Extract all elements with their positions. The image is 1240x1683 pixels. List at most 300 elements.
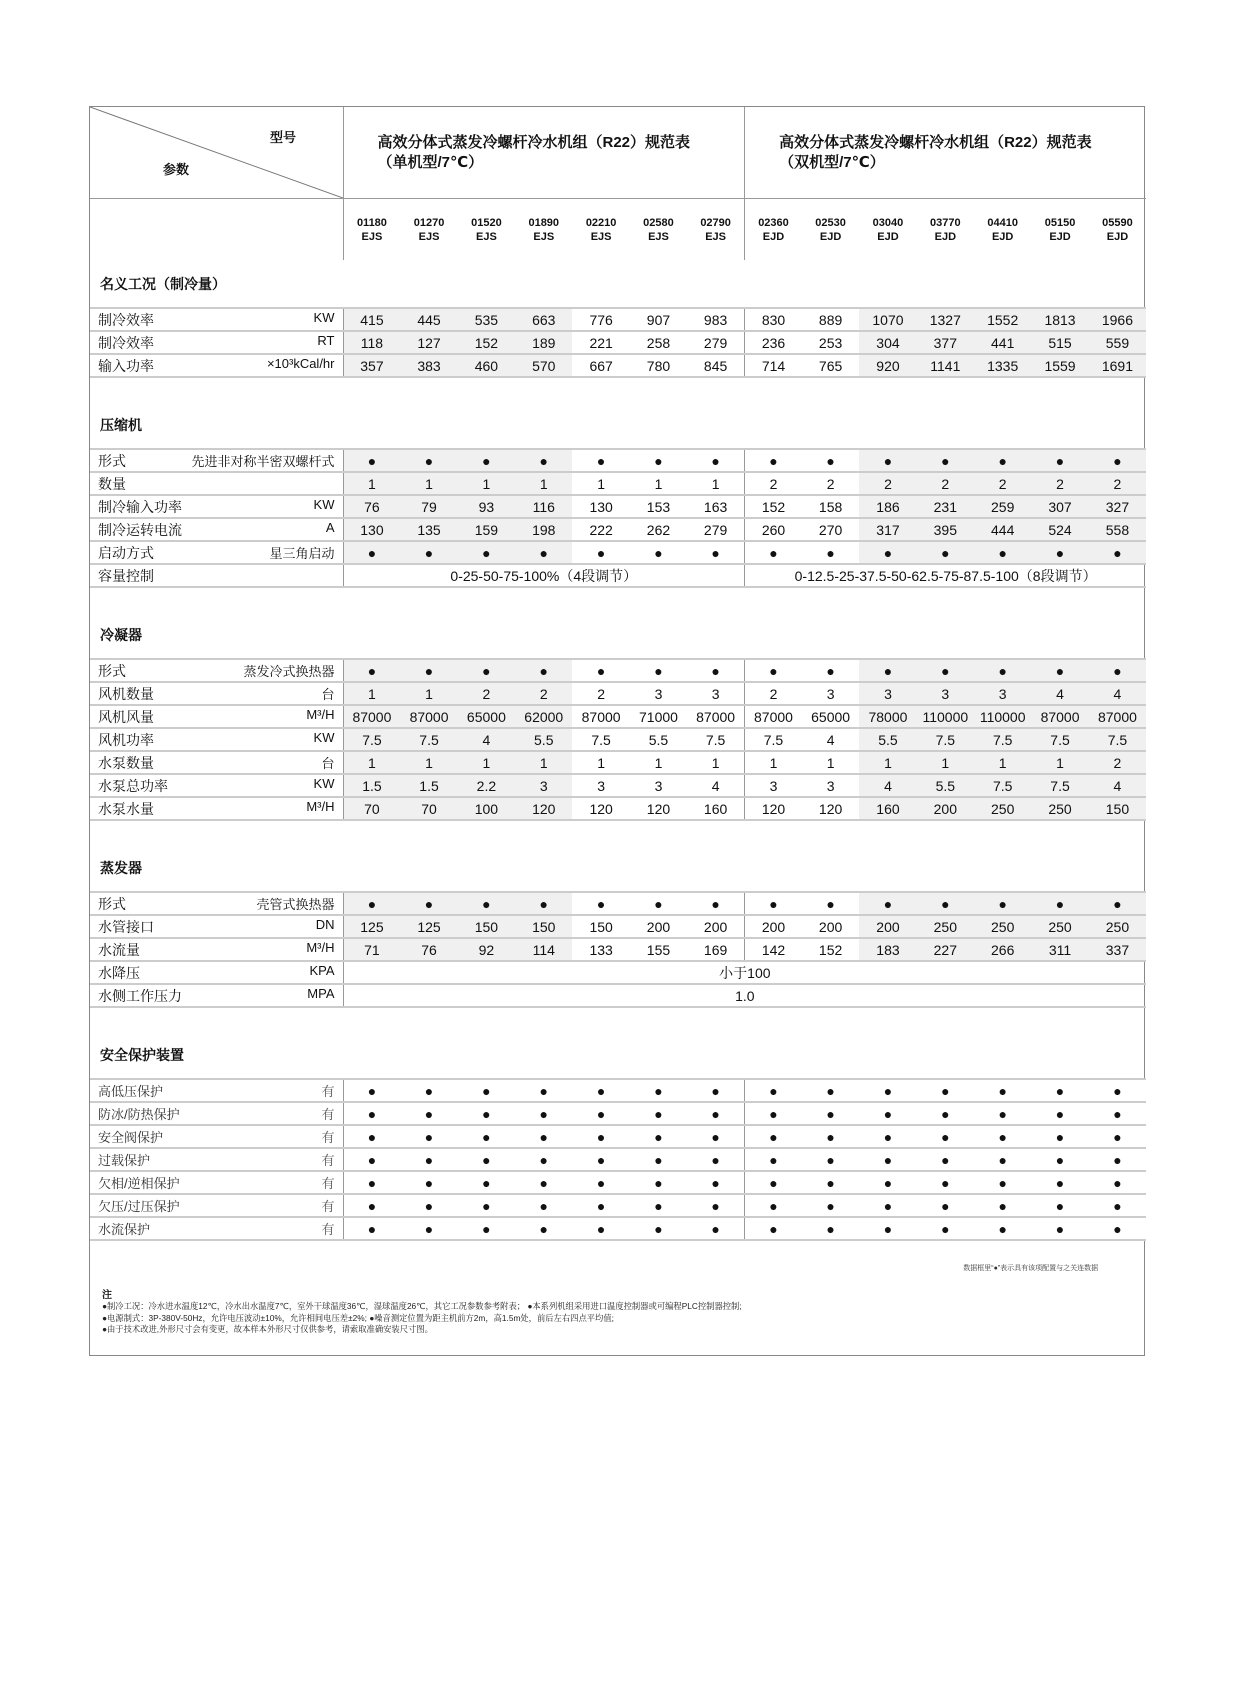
value-cell: 889 <box>802 308 859 331</box>
dot-mark: ● <box>400 1102 457 1125</box>
value-cell: 1 <box>572 472 629 495</box>
value-cell: 160 <box>687 797 744 820</box>
model-cell <box>974 199 1031 261</box>
value-cell: 1 <box>687 751 744 774</box>
row-unit: DN <box>315 916 335 932</box>
value-cell: 159 <box>458 518 515 541</box>
row-label-cell <box>90 1217 343 1240</box>
value-cell: 830 <box>745 308 802 331</box>
dot-mark: ● <box>343 1171 400 1194</box>
value-cell: 2.2 <box>458 774 515 797</box>
value-cell: 765 <box>802 354 859 377</box>
dot-mark: ● <box>515 1171 572 1194</box>
value-cell: 383 <box>400 354 457 377</box>
value-cell: 304 <box>859 331 916 354</box>
model-cell <box>687 199 744 261</box>
dot-mark: ● <box>515 1194 572 1217</box>
value-cell: 221 <box>572 331 629 354</box>
table-row <box>90 1102 1146 1125</box>
group2-title <box>745 107 1147 199</box>
dot-mark: ● <box>917 1148 974 1171</box>
row-label-cell <box>90 1194 343 1217</box>
section-title: 名义工况（制冷量） <box>90 260 1146 308</box>
row-label-cell <box>90 518 343 541</box>
span-value-cell: 0-25-50-75-100%（4段调节） <box>343 564 745 587</box>
value-cell: 150 <box>572 915 629 938</box>
dot-mark: ● <box>1031 659 1088 682</box>
dot-mark: ● <box>1089 1194 1146 1217</box>
dot-mark: ● <box>917 1079 974 1102</box>
value-cell: 130 <box>572 495 629 518</box>
value-cell: 200 <box>745 915 802 938</box>
span-value-cell: 小于100 <box>343 961 1146 984</box>
dot-mark: ● <box>802 892 859 915</box>
row-label-cell <box>90 984 343 1007</box>
row-label-cell <box>90 449 343 472</box>
value-cell: 2 <box>1089 751 1146 774</box>
model-code: 03040 <box>872 216 904 229</box>
value-cell: 279 <box>687 518 744 541</box>
dot-mark: ● <box>343 659 400 682</box>
value-cell: 907 <box>630 308 687 331</box>
dot-mark: ● <box>400 1125 457 1148</box>
value-cell: 1 <box>745 751 802 774</box>
row-name: 高低压保护 <box>98 1084 164 1099</box>
dot-mark: ● <box>1089 1171 1146 1194</box>
value-cell: 266 <box>974 938 1031 961</box>
row-name: 水泵水量 <box>98 800 154 817</box>
dot-mark: ● <box>745 659 802 682</box>
dot-mark: ● <box>745 1125 802 1148</box>
section-title: 蒸发器 <box>90 844 1146 892</box>
value-cell: 1 <box>917 751 974 774</box>
model-code: 05590 <box>1102 216 1133 229</box>
row-label-cell <box>90 1148 343 1171</box>
value-cell: 1552 <box>974 308 1031 331</box>
dot-mark: ● <box>917 659 974 682</box>
dot-mark: ● <box>917 1171 974 1194</box>
row-label-cell <box>90 751 343 774</box>
dot-mark: ● <box>400 1171 457 1194</box>
row-name: 水泵数量 <box>98 754 154 771</box>
model-cell <box>1031 199 1088 261</box>
row-unit: 有 <box>321 1222 335 1237</box>
value-cell: 3 <box>572 774 629 797</box>
row-name: 启动方式 <box>98 544 154 561</box>
value-cell: 114 <box>515 938 572 961</box>
dot-mark: ● <box>1031 1148 1088 1171</box>
table-row <box>90 751 1146 774</box>
dot-mark: ● <box>859 1217 916 1240</box>
row-unit: KW <box>313 775 335 791</box>
corner-cell <box>90 107 343 199</box>
model-cell <box>400 199 457 261</box>
value-cell: 4 <box>1031 682 1088 705</box>
value-cell: 76 <box>400 938 457 961</box>
value-cell: 120 <box>745 797 802 820</box>
value-cell: 1966 <box>1089 308 1146 331</box>
row-name: 风机风量 <box>98 708 154 725</box>
value-cell: 327 <box>1089 495 1146 518</box>
row-unit: 星三角启动 <box>269 545 335 561</box>
value-cell: 3 <box>917 682 974 705</box>
dot-mark: ● <box>572 1125 629 1148</box>
section-title: 安全保护装置 <box>90 1031 1146 1079</box>
dot-mark: ● <box>458 1194 515 1217</box>
dot-mark: ● <box>1031 1125 1088 1148</box>
value-cell: 4 <box>802 728 859 751</box>
value-cell: 1 <box>802 751 859 774</box>
dot-mark: ● <box>1089 892 1146 915</box>
dot-mark: ● <box>974 659 1031 682</box>
row-label-cell <box>90 541 343 564</box>
table-row <box>90 449 1146 472</box>
dot-mark: ● <box>687 1171 744 1194</box>
spacer-cell <box>90 377 1146 401</box>
dot-mark: ● <box>630 1102 687 1125</box>
value-cell: 1 <box>687 472 744 495</box>
notes-cell <box>90 1240 1146 1355</box>
dot-mark: ● <box>630 1217 687 1240</box>
table-row <box>90 518 1146 541</box>
value-cell: 186 <box>859 495 916 518</box>
spacer-cell <box>90 587 1146 611</box>
dot-mark: ● <box>974 1125 1031 1148</box>
table-row <box>90 682 1146 705</box>
row-unit: 台 <box>321 686 335 702</box>
value-cell: 7.5 <box>687 728 744 751</box>
dot-mark: ● <box>859 1102 916 1125</box>
dot-mark: ● <box>859 541 916 564</box>
model-cell <box>630 199 687 261</box>
value-cell: 4 <box>859 774 916 797</box>
value-cell: 3 <box>974 682 1031 705</box>
model-cell <box>343 199 400 261</box>
dot-mark: ● <box>515 1217 572 1240</box>
dot-mark: ● <box>745 892 802 915</box>
value-cell: 250 <box>974 797 1031 820</box>
dot-mark: ● <box>859 1125 916 1148</box>
model-suffix: EJS <box>361 230 383 243</box>
value-cell: 71000 <box>630 705 687 728</box>
model-suffix: EJS <box>648 230 669 243</box>
section-spacer <box>90 377 1146 401</box>
value-cell: 3 <box>687 682 744 705</box>
value-cell: 155 <box>630 938 687 961</box>
value-cell: 236 <box>745 331 802 354</box>
dot-mark: ● <box>458 1148 515 1171</box>
value-cell: 78000 <box>859 705 916 728</box>
model-row-label-cell <box>90 199 343 261</box>
dot-mark: ● <box>458 449 515 472</box>
dot-mark: ● <box>400 892 457 915</box>
value-cell: 7.5 <box>572 728 629 751</box>
value-cell: 7.5 <box>1089 728 1146 751</box>
notes-title: 注 <box>102 1290 112 1301</box>
model-code: 02530 <box>815 216 846 229</box>
value-cell: 7.5 <box>400 728 457 751</box>
value-cell: 110000 <box>917 705 974 728</box>
section-spacer <box>90 587 1146 611</box>
group1-title-text: 高效分体式蒸发冷螺杆冷水机组（R22）规范表 <box>377 133 691 151</box>
value-cell: 445 <box>400 308 457 331</box>
table-row <box>90 938 1146 961</box>
dot-mark: ● <box>687 1217 744 1240</box>
model-label: 型号 <box>270 130 297 145</box>
dot-mark: ● <box>687 1079 744 1102</box>
value-cell: 1 <box>515 472 572 495</box>
dot-mark: ● <box>687 449 744 472</box>
value-cell: 87000 <box>343 705 400 728</box>
dot-mark: ● <box>687 1148 744 1171</box>
table-row <box>90 331 1146 354</box>
row-name: 制冷效率 <box>98 311 154 328</box>
value-cell: 377 <box>917 331 974 354</box>
value-cell: 395 <box>917 518 974 541</box>
value-cell: 1.5 <box>400 774 457 797</box>
dot-mark: ● <box>630 892 687 915</box>
row-label-cell <box>90 797 343 820</box>
section-spacer <box>90 1007 1146 1031</box>
dot-mark: ● <box>802 659 859 682</box>
value-cell: 259 <box>974 495 1031 518</box>
notes-row <box>90 1240 1146 1355</box>
dot-mark: ● <box>458 1217 515 1240</box>
value-cell: 3 <box>630 682 687 705</box>
group1-subtitle: （单机型/7℃） <box>377 153 484 171</box>
section-header <box>90 1031 1146 1079</box>
dot-mark: ● <box>1031 1171 1088 1194</box>
dot-mark: ● <box>802 1194 859 1217</box>
dot-mark: ● <box>343 449 400 472</box>
table-row <box>90 472 1146 495</box>
value-cell: 558 <box>1089 518 1146 541</box>
dot-mark: ● <box>1089 659 1146 682</box>
dot-mark: ● <box>458 892 515 915</box>
value-cell: 250 <box>917 915 974 938</box>
table-row <box>90 1217 1146 1240</box>
value-cell: 200 <box>630 915 687 938</box>
value-cell: 150 <box>515 915 572 938</box>
dot-mark: ● <box>859 892 916 915</box>
value-cell: 7.5 <box>1031 774 1088 797</box>
dot-mark: ● <box>917 1125 974 1148</box>
model-suffix: EJS <box>418 230 440 243</box>
row-name: 制冷效率 <box>98 334 154 351</box>
dot-mark: ● <box>515 541 572 564</box>
row-name: 防冰/防热保护 <box>98 1107 180 1122</box>
value-cell: 1 <box>630 751 687 774</box>
value-cell: 1.5 <box>343 774 400 797</box>
model-code: 02790 <box>700 216 731 229</box>
row-name: 风机数量 <box>98 685 154 702</box>
value-cell: 250 <box>1031 915 1088 938</box>
value-cell: 317 <box>859 518 916 541</box>
table-row <box>90 984 1146 1007</box>
dot-mark: ● <box>630 449 687 472</box>
value-cell: 2 <box>745 682 802 705</box>
dot-mark: ● <box>515 1102 572 1125</box>
dot-mark: ● <box>745 1148 802 1171</box>
value-cell: 7.5 <box>917 728 974 751</box>
value-cell: 152 <box>458 331 515 354</box>
row-name: 风机功率 <box>98 731 154 748</box>
table-row <box>90 308 1146 331</box>
row-label-cell <box>90 728 343 751</box>
diagonal-line <box>90 107 343 198</box>
model-cell <box>1089 199 1146 261</box>
dot-mark: ● <box>572 449 629 472</box>
value-cell: 142 <box>745 938 802 961</box>
row-label-cell <box>90 892 343 915</box>
spec-table <box>90 107 1146 1355</box>
value-cell: 71 <box>343 938 400 961</box>
value-cell: 127 <box>400 331 457 354</box>
dot-mark: ● <box>400 541 457 564</box>
dot-mark: ● <box>458 541 515 564</box>
model-suffix: EJD <box>991 230 1014 243</box>
value-cell: 260 <box>745 518 802 541</box>
value-cell: 1141 <box>917 354 974 377</box>
dot-mark: ● <box>1089 1125 1146 1148</box>
span-value-cell: 1.0 <box>343 984 1146 1007</box>
value-cell: 1 <box>400 682 457 705</box>
dot-mark: ● <box>458 1125 515 1148</box>
row-label-cell <box>90 659 343 682</box>
value-cell: 135 <box>400 518 457 541</box>
value-cell: 65000 <box>802 705 859 728</box>
value-cell: 2 <box>802 472 859 495</box>
value-cell: 153 <box>630 495 687 518</box>
value-cell: 158 <box>802 495 859 518</box>
table-row <box>90 354 1146 377</box>
table-row <box>90 961 1146 984</box>
dot-mark: ● <box>458 659 515 682</box>
dot-mark: ● <box>687 1102 744 1125</box>
row-label-cell <box>90 472 343 495</box>
value-cell: 120 <box>572 797 629 820</box>
model-code: 02580 <box>643 216 674 229</box>
row-name: 容量控制 <box>98 567 154 584</box>
dot-mark: ● <box>1031 1194 1088 1217</box>
table-row <box>90 797 1146 820</box>
model-cell <box>802 199 859 261</box>
model-code: 02360 <box>758 216 789 229</box>
row-name: 形式 <box>98 895 126 912</box>
row-label-cell <box>90 915 343 938</box>
model-code: 01520 <box>471 216 502 229</box>
value-cell: 7.5 <box>343 728 400 751</box>
dot-mark: ● <box>745 1079 802 1102</box>
value-cell: 200 <box>859 915 916 938</box>
value-cell: 1 <box>343 682 400 705</box>
value-cell: 2 <box>1031 472 1088 495</box>
value-cell: 2 <box>859 472 916 495</box>
dot-mark: ● <box>745 449 802 472</box>
model-code: 01270 <box>413 216 445 229</box>
model-suffix: EJD <box>1106 230 1129 243</box>
value-cell: 163 <box>687 495 744 518</box>
model-code: 05150 <box>1044 216 1076 229</box>
row-unit: M³/H <box>306 706 335 722</box>
table-row <box>90 774 1146 797</box>
dot-mark: ● <box>343 1148 400 1171</box>
table-row <box>90 564 1146 587</box>
value-cell: 65000 <box>458 705 515 728</box>
row-unit: 蒸发冷式换热器 <box>243 663 335 679</box>
model-cell <box>917 199 974 261</box>
dot-mark: ● <box>974 1148 1031 1171</box>
value-cell: 125 <box>400 915 457 938</box>
row-name: 欠相/逆相保护 <box>98 1176 180 1191</box>
value-cell: 189 <box>515 331 572 354</box>
header-row <box>90 107 1146 199</box>
dot-mark: ● <box>630 541 687 564</box>
dot-mark: ● <box>917 892 974 915</box>
row-name: 形式 <box>98 662 126 679</box>
value-cell: 570 <box>515 354 572 377</box>
value-cell: 198 <box>515 518 572 541</box>
dot-mark: ● <box>1089 1217 1146 1240</box>
spacer-cell <box>90 820 1146 844</box>
value-cell: 92 <box>458 938 515 961</box>
model-suffix: EJD <box>762 230 785 243</box>
row-name: 形式 <box>98 452 126 469</box>
dot-mark: ● <box>974 1217 1031 1240</box>
value-cell: 222 <box>572 518 629 541</box>
value-cell: 1 <box>630 472 687 495</box>
value-cell: 120 <box>515 797 572 820</box>
model-cell <box>745 199 802 261</box>
value-cell: 4 <box>1089 774 1146 797</box>
value-cell: 1 <box>400 751 457 774</box>
dot-mark: ● <box>458 1079 515 1102</box>
group1-title <box>343 107 745 199</box>
value-cell: 5.5 <box>630 728 687 751</box>
table-row <box>90 915 1146 938</box>
row-unit: 壳管式换热器 <box>256 896 335 912</box>
row-unit: M³/H <box>306 939 335 955</box>
value-cell: 2 <box>745 472 802 495</box>
value-cell: 3 <box>630 774 687 797</box>
row-label-cell <box>90 308 343 331</box>
dot-mark: ● <box>859 449 916 472</box>
value-cell: 535 <box>458 308 515 331</box>
value-cell: 2 <box>974 472 1031 495</box>
value-cell: 250 <box>1031 797 1088 820</box>
row-name: 安全阀保护 <box>98 1130 164 1145</box>
dot-mark: ● <box>1089 541 1146 564</box>
section-header <box>90 844 1146 892</box>
dot-mark: ● <box>343 892 400 915</box>
dot-mark: ● <box>400 1148 457 1171</box>
dot-mark: ● <box>859 1194 916 1217</box>
value-cell: 441 <box>974 331 1031 354</box>
table-row <box>90 659 1146 682</box>
row-name: 水侧工作压力 <box>98 987 182 1004</box>
section-header <box>90 401 1146 449</box>
model-suffix: EJS <box>705 230 726 243</box>
row-name: 水降压 <box>98 964 140 981</box>
value-cell: 93 <box>458 495 515 518</box>
value-cell: 87000 <box>572 705 629 728</box>
value-cell: 62000 <box>515 705 572 728</box>
row-name: 过载保护 <box>98 1153 151 1168</box>
value-cell: 2 <box>917 472 974 495</box>
row-unit: 有 <box>321 1107 335 1122</box>
value-cell: 311 <box>1031 938 1088 961</box>
dot-mark: ● <box>745 1194 802 1217</box>
